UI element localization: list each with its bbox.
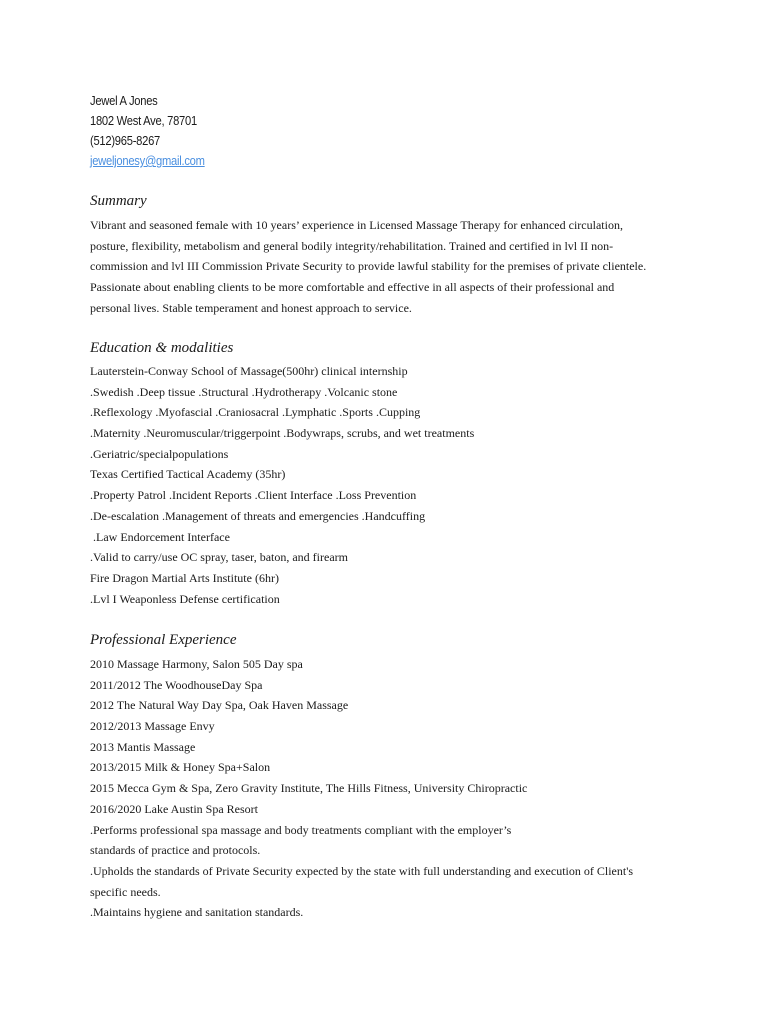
experience-line: 2011/2012 The WoodhouseDay Spa xyxy=(90,677,263,692)
education-line: .Reflexology .Myofascial .Craniosacral .Lymphatic .Sports .Cupping xyxy=(90,405,421,420)
education-line: Fire Dragon Martial Arts Institute (6hr) xyxy=(90,570,279,585)
summary-line: personal lives. Stable temperament and honest approach to service. xyxy=(90,300,412,315)
education-line: .Valid to carry/use OC spray, taser, baton, and firearm xyxy=(90,550,348,565)
experience-line: 2016/2020 Lake Austin Spa Resort xyxy=(90,801,258,816)
education-line: .Lvl I Weaponless Defense certification xyxy=(90,591,280,606)
experience-line: 2015 Mecca Gym & Spa, Zero Gravity Institute, The Hills Fitness, University Chiropractic xyxy=(90,781,528,796)
contact-email-link[interactable]: jeweljonesy@gmail.com xyxy=(90,153,205,168)
education-list xyxy=(90,361,690,609)
experience-line: .Upholds the standards of Private Security expected by the state with full understanding and execution of Client's xyxy=(90,863,634,878)
experience-heading: Professional Experience xyxy=(90,632,237,648)
contact-address: 1802 West Ave, 78701 xyxy=(90,113,197,128)
experience-line: 2012 The Natural Way Day Spa, Oak Haven Massage xyxy=(90,698,349,713)
experience-line: 2012/2013 Massage Envy xyxy=(90,719,215,734)
experience-line: standards of practice and protocols. xyxy=(90,843,261,858)
summary-line: commission and lvl III Commission Private Security to provide lawful stability for the premises of private clientele. xyxy=(90,259,647,274)
summary-line: Passionate about enabling clients to be more comfortable and effective in all aspects of their professional and xyxy=(90,280,615,295)
education-line: .Swedish .Deep tissue .Structural .Hydrotherapy .Volcanic stone xyxy=(90,384,398,399)
education-line: .Geriatric/specialpopulations xyxy=(90,446,229,461)
experience-line: .Performs professional spa massage and body treatments compliant with the employer’s xyxy=(90,822,512,837)
contact-block xyxy=(90,91,223,171)
contact-name: Jewel A Jones xyxy=(90,93,158,108)
experience-line: 2013 Mantis Massage xyxy=(90,739,196,754)
education-line: Texas Certified Tactical Academy (35hr) xyxy=(90,467,286,482)
education-line: .Maternity .Neuromuscular/triggerpoint .Bodywraps, scrubs, and wet treatments xyxy=(90,426,475,441)
education-line: Lauterstein-Conway School of Massage(500hr) clinical internship xyxy=(90,364,408,378)
education-line: .De-escalation .Management of threats and emergencies .Handcuffing xyxy=(90,508,426,523)
education-heading: Education & modalities xyxy=(90,340,234,356)
experience-line: .Maintains hygiene and sanitation standards. xyxy=(90,905,304,920)
contact-phone: (512)965-8267 xyxy=(90,133,160,148)
experience-line: 2010 Massage Harmony, Salon 505 Day spa xyxy=(90,657,303,671)
education-line: .Law Endorcement Interface xyxy=(90,529,230,544)
experience-line: specific needs. xyxy=(90,884,161,899)
summary-line: Vibrant and seasoned female with 10 years’ experience in Licensed Massage Therapy for enhanced circulation, xyxy=(90,218,623,232)
education-line: .Property Patrol .Incident Reports .Client Interface .Loss Prevention xyxy=(90,488,417,503)
summary-heading: Summary xyxy=(90,193,147,209)
experience-list xyxy=(90,654,690,923)
summary-line: posture, flexibility, metabolism and general bodily integrity/rehabilitation. Trained and certified in lvl II non- xyxy=(90,238,614,253)
experience-line: 2013/2015 Milk & Honey Spa+Salon xyxy=(90,760,271,775)
summary-text xyxy=(90,215,690,318)
